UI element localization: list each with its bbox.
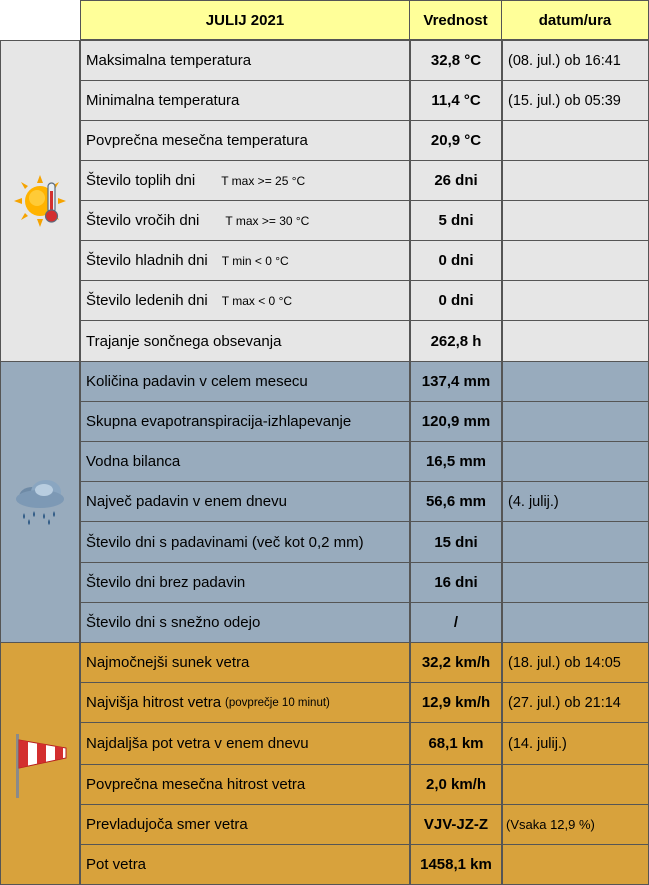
row-label: Število dni brez padavin [80,562,410,603]
row-label: Število dni s snežno odejo [80,602,410,643]
table-row [80,764,649,805]
row-date [502,160,649,201]
row-date [502,200,649,241]
table-row [80,280,649,321]
row-label: Prevladujoča smer vetra [80,804,410,845]
row-label-cell [80,200,410,241]
row-date: (14. julij.) [502,722,649,765]
row-value: 20,9 °C [410,120,502,161]
header-value-column: Vrednost [409,0,502,40]
row-date [502,441,649,482]
table-row [80,200,649,241]
table-row [80,521,649,563]
table-row [80,481,649,522]
row-label: Skupna evapotranspiracija-izhlapevanje [80,401,410,442]
row-value: 26 dni [410,160,502,201]
row-condition: T max >= 30 °C [225,213,310,228]
sun-thermometer-icon [12,173,68,229]
row-value: 1458,1 km [410,844,502,885]
header-date-column: datum/ura [501,0,649,40]
table-row [80,401,649,442]
row-label: Vodna bilanca [80,441,410,482]
row-label-cell [80,682,410,723]
row-note: (povprečje 10 minut) [225,696,330,709]
header-title: JULIJ 2021 [80,0,410,40]
table-row [80,682,649,723]
table-row [80,320,649,362]
rain-cloud-icon [10,477,70,527]
table-row [80,160,649,201]
row-value: 32,2 km/h [410,642,502,683]
row-date [502,562,649,603]
row-value: 0 dni [410,280,502,321]
table-row [80,642,649,683]
row-value: 2,0 km/h [410,764,502,805]
row-date [502,844,649,885]
table-row [80,361,649,402]
row-condition: T max < 0 °C [221,293,293,308]
row-value: 0 dni [410,240,502,281]
row-label-cell [80,160,410,201]
header-blank-cell [0,0,80,40]
row-label: Minimalna temperatura [80,80,410,121]
row-date [502,280,649,321]
row-condition: T max >= 25 °C [221,173,306,188]
table-row [80,804,649,845]
row-date [502,240,649,281]
row-value: 5 dni [410,200,502,241]
row-date [502,764,649,805]
row-condition: T min < 0 °C [221,253,289,268]
row-value: 32,8 °C [410,40,502,81]
row-date: (08. jul.) ob 16:41 [502,40,649,81]
row-value: 68,1 km [410,722,502,765]
row-label: Število hladnih dni [86,252,208,269]
row-value: 137,4 mm [410,361,502,402]
row-label: Količina padavin v celem mesecu [80,361,410,402]
row-value: 11,4 °C [410,80,502,121]
row-date: (15. jul.) ob 05:39 [502,80,649,121]
row-date: (4. julij.) [502,481,649,522]
row-value: / [410,602,502,643]
row-label: Število vročih dni [86,212,200,229]
row-value: 262,8 h [410,320,502,362]
row-date: (18. jul.) ob 14:05 [502,642,649,683]
row-value: 120,9 mm [410,401,502,442]
precipitation-section-icon-cell [0,361,80,643]
table-row [80,844,649,885]
row-value: 16,5 mm [410,441,502,482]
table-row [80,120,649,161]
table-row [80,602,649,643]
row-label: Število ledenih dni [86,292,208,309]
row-date [502,320,649,362]
row-label: Največ padavin v enem dnevu [80,481,410,522]
row-label: Najvišja hitrost vetra [86,694,222,711]
row-date [502,401,649,442]
row-label: Najmočnejši sunek vetra [80,642,410,683]
row-value: VJV-JZ-Z [410,804,502,845]
row-label: Število dni s padavinami (več kot 0,2 mm) [80,521,410,563]
row-label: Število toplih dni [86,172,196,189]
row-label: Povprečna mesečna temperatura [80,120,410,161]
row-label: Maksimalna temperatura [80,40,410,81]
row-date [502,361,649,402]
row-value: 56,6 mm [410,481,502,522]
row-label: Povprečna mesečna hitrost vetra [80,764,410,805]
row-date [502,521,649,563]
row-value: 16 dni [410,562,502,603]
row-date [502,120,649,161]
row-date: (27. jul.) ob 21:14 [502,682,649,723]
row-label: Trajanje sončnega obsevanja [80,320,410,362]
row-label: Najdaljša pot vetra v enem dnevu [80,722,410,765]
wind-section-icon-cell [0,642,80,885]
temperature-section-icon-cell [0,40,80,362]
row-label-cell [80,280,410,321]
table-row [80,441,649,482]
table-row [80,80,649,121]
row-date: (Vsaka 12,9 %) [502,804,649,845]
table-row [80,562,649,603]
table-row [80,40,649,81]
row-label-cell [80,240,410,281]
row-label: Pot vetra [80,844,410,885]
windsock-icon [8,728,72,800]
row-date [502,602,649,643]
row-value: 12,9 km/h [410,682,502,723]
row-value: 15 dni [410,521,502,563]
table-row [80,240,649,281]
table-row [80,722,649,765]
